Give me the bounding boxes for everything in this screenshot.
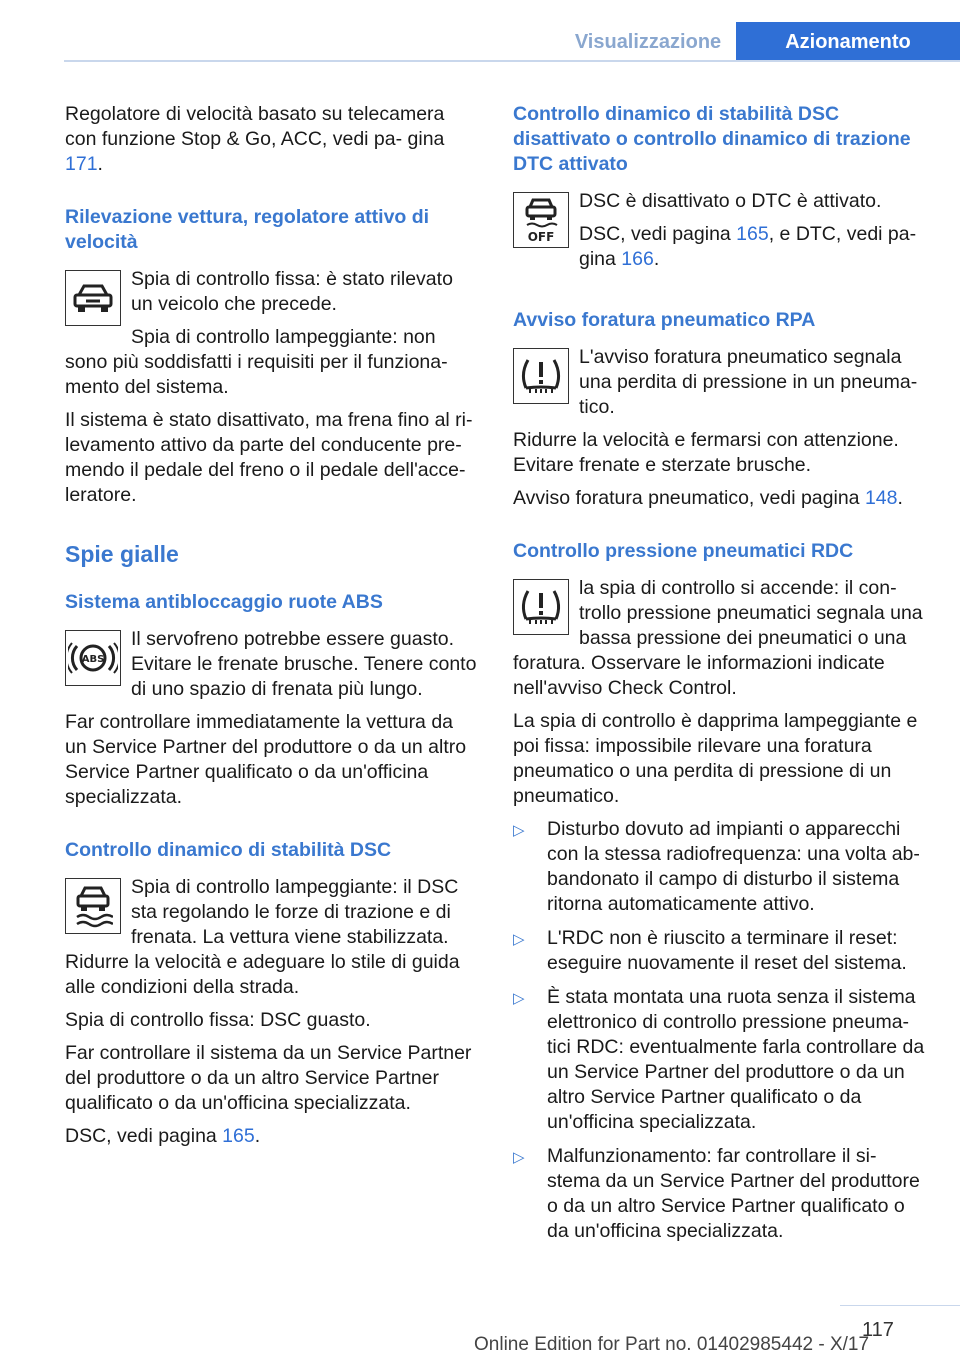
section-title-spie-gialle: Spie gialle xyxy=(65,541,179,567)
rdc-block xyxy=(513,576,928,709)
rilevazione-text-1: Spia di controllo fissa: è stato rilevato un veicolo che precede. xyxy=(131,268,453,315)
abs-text-1: Il servofreno potrebbe essere guasto. Evitare le frenate brusche. Tenere conto di uno spazio di frenata più lungo. xyxy=(131,628,477,700)
acc-intro: Regolatore di velocità basato su telecamera con funzione Stop & Go, ACC, vedi pa‐ gina 171. xyxy=(65,103,445,175)
section-title-dsc-off: Controllo dinamico di stabilità DSC disattivato o controllo dinamico di trazione DTC attivato xyxy=(513,103,911,175)
footer-divider xyxy=(840,1305,960,1306)
section-title-abs: Sistema antibloccaggio ruote ABS xyxy=(65,591,383,613)
section-title-rpa: Avviso foratura pneumatico RPA xyxy=(513,309,816,331)
header-divider xyxy=(64,60,960,62)
bullet-triangle-icon: ▷ xyxy=(513,990,525,1007)
svg-text:OFF: OFF xyxy=(527,230,555,243)
section-title-rilevazione: Rilevazione vettura, regolatore attivo di velocità xyxy=(65,206,430,253)
tab-visualizzazione[interactable]: Visualizzazione xyxy=(574,30,722,53)
right-column xyxy=(513,102,928,1253)
abs-text-2: Far controllare immediatamente la vettura da un Service Partner del produttore o da un altro Service Partner qualificato o da un'officina specializzata. xyxy=(65,711,467,808)
list-item: ▷ Malfunzionamento: far controllare il si‐ stema da un Service Partner del produttore o da un altro Service Partner qualificato o da un'officina specializzata. xyxy=(513,1145,920,1242)
list-item: ▷ È stata montata una ruota senza il sistema elettronico di controllo pressione pneuma‐ tici RDC: eventualmente farla controllare da un Service Partner del produttore o da un altro Service Partner qualificato o da un'officina specializzata. xyxy=(513,986,925,1133)
rdc-text-2: La spia di controllo è dapprima lampeggiante e poi fissa: impossibile rilevare una foratura pneumatico o una perdita di pressione di un pneumatico. xyxy=(513,710,918,807)
rilevazione-text-3: Il sistema è stato disattivato, ma frena fino al ri‐ levamento attivo da parte del conducente pre‐ mendo il pedale del freno o il pedale dell'acce‐ leratore. xyxy=(65,409,473,506)
tire-warning-icon xyxy=(513,348,569,404)
page-link-166[interactable]: 166 xyxy=(621,248,654,270)
section-title-dsc: Controllo dinamico di stabilità DSC xyxy=(65,839,392,861)
svg-text:ABS: ABS xyxy=(81,654,105,665)
dsc-off-icon xyxy=(513,192,569,248)
dsc-text-3: Far controllare il sistema da un Service Partner del produttore o da un altro Service Partner qualificato o da un'officina specializzata. xyxy=(65,1042,472,1114)
bullet-triangle-icon: ▷ xyxy=(513,1149,525,1166)
abs-icon xyxy=(65,630,121,686)
page-link-148[interactable]: 148 xyxy=(864,487,898,509)
dsc-text-2: Spia di controllo fissa: DSC guasto. xyxy=(65,1009,371,1031)
dsc-off-text-2: DSC, vedi pagina 165, e DTC, vedi pa‐ gina 166. xyxy=(579,223,917,270)
rpa-block xyxy=(513,345,928,428)
dsc-text-1: Spia di controllo lampeggiante: il DSC sta regolando le forze di trazione e di frenata. La vettura viene stabilizzata. Ridurre la velocità e adeguare lo stile di guida alle condizioni della strada. xyxy=(65,876,460,998)
bullet-triangle-icon: ▷ xyxy=(513,822,525,839)
bullet-triangle-icon: ▷ xyxy=(513,931,525,948)
edition-footer: Online Edition for Part no. 01402985442 - X/17 xyxy=(474,1334,870,1355)
tab-azionamento[interactable]: Azionamento xyxy=(736,22,960,62)
list-item: ▷ Disturbo dovuto ad impianti o apparecchi con la stessa radiofrequenza: una volta ab‐ bandonato il campo di disturbo il sistema ritorna automaticamente attivo. xyxy=(513,818,920,915)
section-title-rdc: Controllo pressione pneumatici RDC xyxy=(513,540,854,562)
abs-block xyxy=(65,627,479,710)
rilevazione-text-2: Spia di controllo lampeggiante: non sono più soddisfatti i requisiti per il funziona‐ mento del sistema. xyxy=(65,326,448,398)
dsc-block xyxy=(65,875,479,1008)
rpa-text-1: L'avviso foratura pneumatico segnala una perdita di pressione in un pneuma‐ tico. xyxy=(579,346,918,418)
page-number: 117 xyxy=(862,1319,894,1341)
page-link-165[interactable]: 165 xyxy=(222,1125,255,1147)
rdc-bullet-list xyxy=(513,817,928,1244)
rilevazione-block xyxy=(65,267,479,408)
car-front-icon xyxy=(65,270,121,326)
rpa-text-2: Ridurre la velocità e fermarsi con attenzione. Evitare frenate e sterzate brusche. xyxy=(513,429,899,476)
rpa-text-3: Avviso foratura pneumatico, vedi pagina 148. xyxy=(513,487,903,509)
page-link-171[interactable]: 171 xyxy=(65,153,98,175)
page-link-165[interactable]: 165 xyxy=(736,223,769,245)
dsc-off-block xyxy=(513,189,928,280)
dsc-icon xyxy=(65,878,121,934)
dsc-reference: DSC, vedi pagina 165. xyxy=(65,1125,261,1147)
tire-warning-icon xyxy=(513,579,569,635)
list-item: ▷ L'RDC non è riuscito a terminare il reset: eseguire nuovamente il reset del sistema. xyxy=(513,927,907,974)
left-column xyxy=(65,102,479,1157)
header-tabs xyxy=(0,22,960,62)
dsc-off-text-1: DSC è disattivato o DTC è attivato. xyxy=(579,190,882,212)
rdc-text-1: la spia di controllo si accende: il con‐ trollo pressione pneumatici segnala una bassa pressione dei pneumatici o una foratura. Osservare le informazioni indicate nell'avviso Check Control. xyxy=(513,577,923,699)
